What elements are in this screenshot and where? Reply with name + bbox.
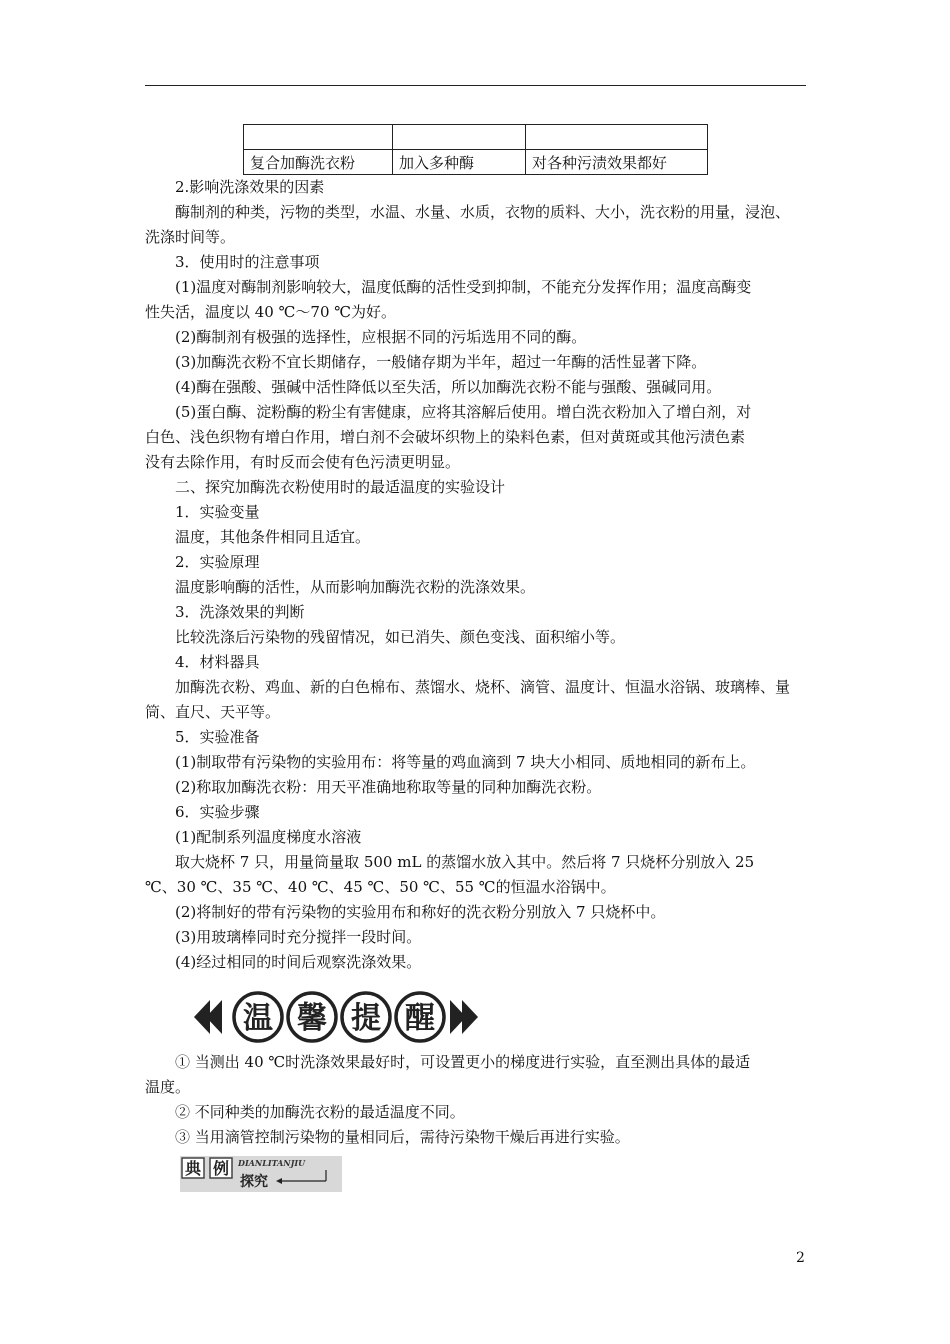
tag-char: 例	[212, 1159, 230, 1178]
continued-table	[243, 124, 708, 175]
text-line: (1)温度对酶制剂影响较大，温度低酶的活性受到抑制，不能充分发挥作用；温度高酶变	[175, 278, 752, 296]
text-line: 温度影响酶的活性，从而影响加酶洗衣粉的洗涤效果。	[175, 578, 536, 596]
text-line: 酶制剂的种类，污物的类型，水温、水量、水质，衣物的质料、大小，洗衣粉的用量，浸泡、	[175, 203, 791, 221]
banner-char: 馨	[297, 1001, 327, 1036]
text-line: (4)经过相同的时间后观察洗涤效果。	[175, 953, 422, 971]
tag-char: 典	[184, 1159, 202, 1178]
text-line: ① 当测出 40 ℃时洗涤效果最好时，可设置更小的梯度进行实验，直至测出具体的最适	[175, 1053, 751, 1071]
tag-pinyin: DIANLITANJIU	[238, 1158, 306, 1168]
table-cell	[244, 125, 393, 150]
text-line: 温度，其他条件相同且适宜。	[175, 528, 371, 546]
text-line: ③ 当用滴管控制污染物的量相同后，需待污染物干燥后再进行实验。	[175, 1128, 630, 1146]
text-line: 洗涤时间等。	[145, 228, 236, 246]
text-line: 筒、直尺、天平等。	[145, 703, 281, 721]
text-line: 比较洗涤后污染物的残留情况，如已消失、颜色变浅、面积缩小等。	[175, 628, 626, 646]
table-cell	[393, 125, 526, 150]
text-line: (4)酶在强酸、强碱中活性降低以至失活，所以加酶洗衣粉不能与强酸、强碱同用。	[175, 378, 722, 396]
text-line: ℃、30 ℃、35 ℃、40 ℃、45 ℃、50 ℃、55 ℃的恒温水浴锅中。	[145, 878, 616, 896]
text-line: 白色、浅色织物有增白作用，增白剂不会破坏织物上的染料色素，但对黄斑或其他污渍色素	[145, 428, 746, 446]
text-line: 3．洗涤效果的判断	[175, 603, 305, 621]
banner-char: 醒	[405, 1001, 435, 1036]
tips-banner-chars	[234, 993, 444, 1041]
text-line: (3)用玻璃棒同时充分搅拌一段时间。	[175, 928, 422, 946]
table-cell: 对各种污渍效果都好	[526, 150, 708, 175]
text-line: 没有去除作用，有时反而会使有色污渍更明显。	[145, 453, 461, 471]
table-cell: 加入多种酶	[393, 150, 526, 175]
text-line: (3)加酶洗衣粉不宜长期储存，一般储存期为半年，超过一年酶的活性显著下降。	[175, 353, 707, 371]
page-number: 2	[796, 1250, 805, 1266]
text-line: (2)酶制剂有极强的选择性，应根据不同的污垢选用不同的酶。	[175, 328, 587, 346]
text-line: 二、探究加酶洗衣粉使用时的最适温度的实验设计	[175, 478, 506, 496]
tips-banner	[180, 990, 480, 1044]
text-line: 2．实验原理	[175, 553, 260, 571]
table-cell	[526, 125, 708, 150]
text-line: (1)制取带有污染物的实验用布：将等量的鸡血滴到 7 块大小相同、质地相同的新布上。	[175, 753, 756, 771]
text-line: (2)称取加酶洗衣粉：用天平准确地称取等量的同种加酶洗衣粉。	[175, 778, 602, 796]
example-tag	[180, 1156, 342, 1192]
text-line: 取大烧杯 7 只，用量筒量取 500 mL 的蒸馏水放入其中。然后将 7 只烧杯分别放入 25	[175, 853, 755, 871]
banner-char: 温	[243, 1001, 273, 1036]
text-line: (5)蛋白酶、淀粉酶的粉尘有害健康，应将其溶解后使用。增白洗衣粉加入了增白剂，对	[175, 403, 752, 421]
tag-label: 探究	[240, 1174, 268, 1190]
text-line: (1)配制系列温度梯度水溶液	[175, 828, 362, 846]
text-line: ② 不同种类的加酶洗衣粉的最适温度不同。	[175, 1103, 465, 1121]
text-line: 2.影响洗涤效果的因素	[175, 178, 325, 196]
text-line: 温度。	[145, 1078, 191, 1096]
text-line: 4．材料器具	[175, 653, 260, 671]
text-line: 1．实验变量	[175, 503, 260, 521]
text-line: 3．使用时的注意事项	[175, 253, 320, 271]
text-line: 性失活，温度以 40 ℃～70 ℃为好。	[145, 303, 397, 321]
table-row	[244, 125, 708, 150]
table-row	[244, 150, 708, 175]
text-line: 加酶洗衣粉、鸡血、新的白色棉布、蒸馏水、烧杯、滴管、温度计、恒温水浴锅、玻璃棒、量	[175, 678, 791, 696]
text-line: 5．实验准备	[175, 728, 260, 746]
text-line: 6．实验步骤	[175, 803, 260, 821]
table-cell: 复合加酶洗衣粉	[244, 150, 393, 175]
text-line: (2)将制好的带有污染物的实验用布和称好的洗衣粉分别放入 7 只烧杯中。	[175, 903, 666, 921]
header-rule	[145, 85, 806, 86]
banner-char: 提	[351, 1001, 381, 1036]
right-arrow-icon	[462, 1000, 478, 1034]
